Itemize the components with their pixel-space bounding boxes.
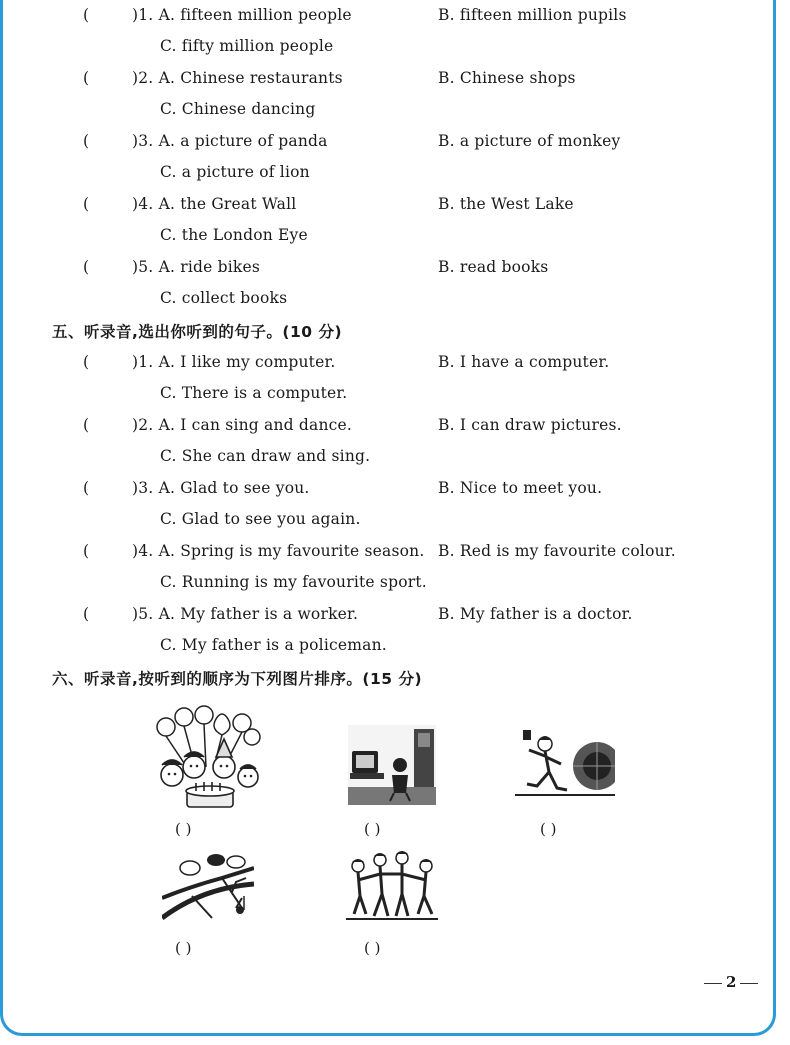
- option-b: B. the West Lake: [438, 195, 574, 213]
- computer-room-picture: [348, 725, 436, 805]
- section5-heading: 五、听录音,选出你听到的句子。(10 分): [52, 323, 343, 341]
- option-c: C. There is a computer.: [160, 384, 348, 402]
- answer-paren[interactable]: (: [83, 69, 90, 87]
- option-b: B. I can draw pictures.: [438, 416, 622, 434]
- page-number-dash-left: [704, 983, 722, 984]
- children-playing-picture: [346, 850, 438, 928]
- picture-2-answer-blank[interactable]: ( ): [364, 820, 381, 838]
- option-c: C. a picture of lion: [160, 163, 310, 181]
- option-c: C. collect books: [160, 289, 288, 307]
- page-number-dash-right: [740, 983, 758, 984]
- picture-4-answer-blank[interactable]: ( ): [175, 939, 192, 957]
- option-a: )4. A. Spring is my favourite season.: [132, 542, 425, 560]
- option-b: B. a picture of monkey: [438, 132, 621, 150]
- option-a: )1. A. fifteen million people: [132, 6, 352, 24]
- page-number-value: 2: [726, 973, 737, 991]
- answer-paren[interactable]: (: [83, 258, 90, 276]
- option-c: C. My father is a policeman.: [160, 636, 387, 654]
- option-b: B. Nice to meet you.: [438, 479, 603, 497]
- answer-paren[interactable]: (: [83, 542, 90, 560]
- option-c: C. fifty million people: [160, 37, 334, 55]
- option-b: B. Chinese shops: [438, 69, 576, 87]
- option-a: )2. A. I can sing and dance.: [132, 416, 353, 434]
- answer-paren[interactable]: (: [83, 605, 90, 623]
- option-c: C. Chinese dancing: [160, 100, 316, 118]
- picture-3-answer-blank[interactable]: ( ): [540, 820, 557, 838]
- section6-heading: 六、听录音,按听到的顺序为下列图片排序。(15 分): [52, 670, 423, 688]
- option-c: C. Running is my favourite sport.: [160, 573, 427, 591]
- picture-5-answer-blank[interactable]: ( ): [364, 939, 381, 957]
- option-b: B. fifteen million pupils: [438, 6, 627, 24]
- birthday-party-picture: [152, 705, 264, 813]
- option-a: )5. A. ride bikes: [132, 258, 260, 276]
- answer-paren[interactable]: (: [83, 353, 90, 371]
- page-number: [700, 973, 762, 991]
- birds-on-branch-picture: [162, 848, 254, 926]
- option-a: )5. A. My father is a worker.: [132, 605, 359, 623]
- option-a: )4. A. the Great Wall: [132, 195, 297, 213]
- option-a: )3. A. a picture of panda: [132, 132, 328, 150]
- option-b: B. My father is a doctor.: [438, 605, 633, 623]
- option-a: )1. A. I like my computer.: [132, 353, 336, 371]
- option-b: B. I have a computer.: [438, 353, 610, 371]
- picture-1-answer-blank[interactable]: ( ): [175, 820, 192, 838]
- answer-paren[interactable]: (: [83, 195, 90, 213]
- option-b: B. read books: [438, 258, 549, 276]
- option-c: C. She can draw and sing.: [160, 447, 371, 465]
- answer-paren[interactable]: (: [83, 132, 90, 150]
- option-c: C. the London Eye: [160, 226, 308, 244]
- answer-paren[interactable]: (: [83, 416, 90, 434]
- option-b: B. Red is my favourite colour.: [438, 542, 676, 560]
- answer-paren[interactable]: (: [83, 479, 90, 497]
- option-c: C. Glad to see you again.: [160, 510, 361, 528]
- running-child-picture: [515, 730, 615, 805]
- option-a: )2. A. Chinese restaurants: [132, 69, 343, 87]
- option-a: )3. A. Glad to see you.: [132, 479, 310, 497]
- answer-paren[interactable]: (: [83, 6, 90, 24]
